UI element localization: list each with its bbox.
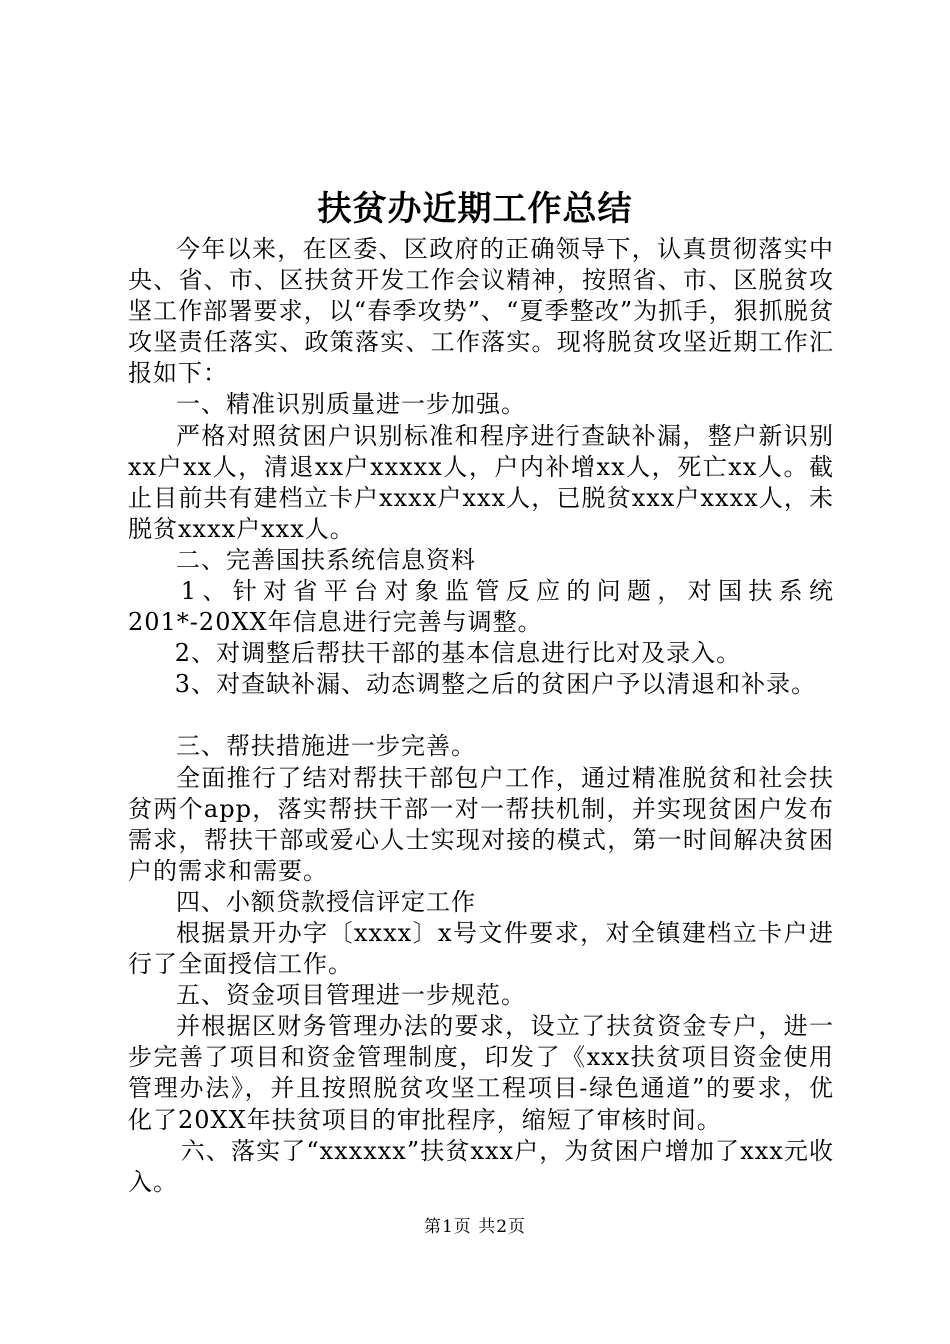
section-2-item-1: 1、针对省平台对象监管反应的问题，对国扶系统201*-20XX年信息进行完善与调整。 — [128, 577, 834, 637]
section-heading-6: 六、落实了“xxxxxx”扶贫xxx户，为贫困户增加了xxx元收入。 — [128, 1136, 834, 1196]
blank-line — [128, 700, 834, 731]
section-4-paragraph: 根据景开办字〔xxxx〕x号文件要求，对全镇建档立卡户进行了全面授信工作。 — [128, 918, 834, 979]
section-heading-4: 四、小额贷款授信评定工作 — [176, 887, 476, 916]
section-3-paragraph: 全面推行了结对帮扶干部包户工作，通过精准脱贫和社会扶贫两个app，落实帮扶干部一对一帮扶机制，并实现贫困户发布需求，帮扶干部或爱心人士实现对接的模式，第一时间解决贫困户的需求和需要。 — [128, 763, 834, 885]
section-heading-1: 一、精准识别质量进一步加强。 — [176, 390, 526, 419]
page-number-footer: 第1页 共2页 — [423, 1217, 527, 1237]
document-body — [128, 234, 834, 1198]
section-heading-5: 五、资金项目管理进一步规范。 — [176, 981, 526, 1010]
intro-paragraph: 今年以来，在区委、区政府的正确领导下，认真贯彻落实中央、省、市、区扶贫开发工作会议精神，按照省、市、区脱贫攻坚工作部署要求，以“春季攻势”、“夏季整改”为抓手，狠抓脱贫攻坚责任落实、政策落实、工作落实。现将脱贫攻坚近期工作汇报如下： — [128, 235, 834, 388]
section-2-item-2: 2、对调整后帮扶干部的基本信息进行比对及录入。 — [174, 639, 742, 668]
section-1-paragraph: 严格对照贫困户识别标准和程序进行查缺补漏，整户新识别xx户xx人，清退xx户xxxxx人，户内补增xx人，死亡xx人。截止目前共有建档立卡户xxxx户xxx人，已脱贫xxx户xxxx人，未脱贫xxxx户xxx人。 — [128, 421, 834, 543]
section-heading-3: 三、帮扶措施进一步完善。 — [176, 732, 476, 761]
section-5-paragraph: 并根据区财务管理办法的要求，设立了扶贫资金专户，进一步完善了项目和资金管理制度，印发了《xxx扶贫项目资金使用管理办法》，并且按照脱贫攻坚工程项目-绿色通道”的要求，优化了20XX年扶贫项目的审批程序，缩短了审核时间。 — [128, 1012, 834, 1134]
page-title: 扶贫办近期工作总结 — [317, 189, 633, 229]
section-heading-2: 二、完善国扶系统信息资料 — [176, 545, 476, 574]
section-2-item-3: 3、对查缺补漏、动态调整之后的贫困户予以清退和补录。 — [174, 670, 817, 699]
